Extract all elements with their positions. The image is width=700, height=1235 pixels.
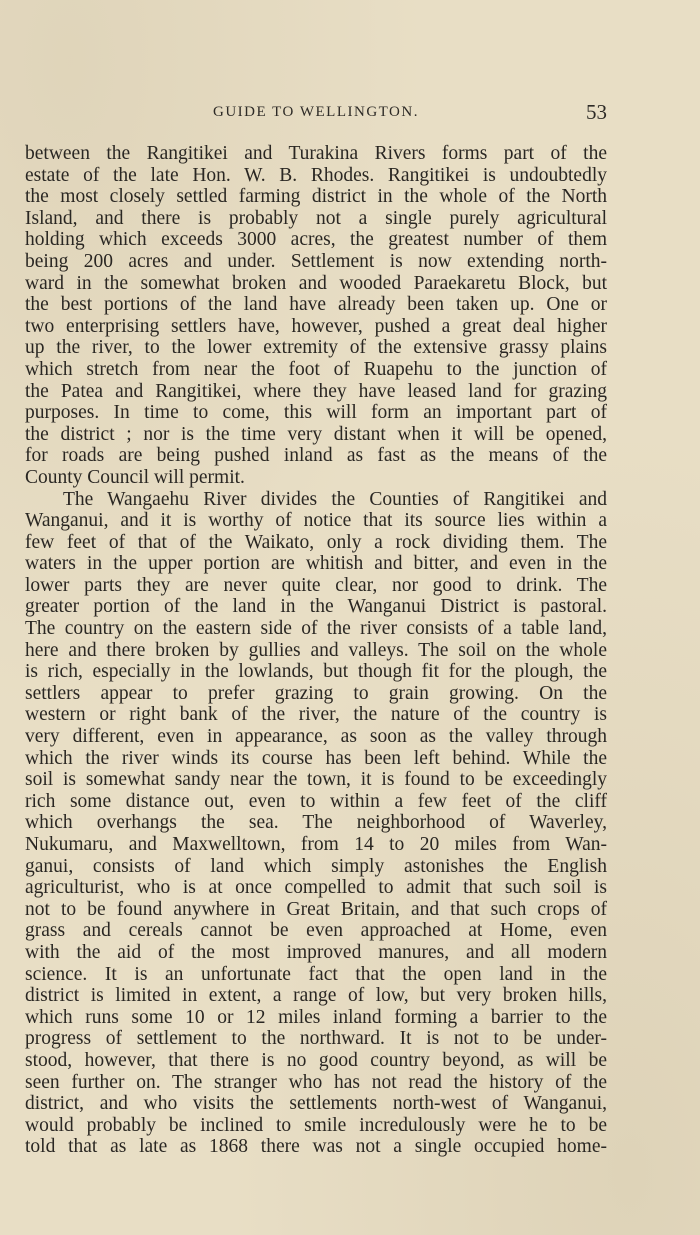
text-line: estate of the late Hon. W. B. Rhodes. Rangitikei is undoubtedly xyxy=(25,164,607,186)
text-line: which the river winds its course has been left behind. While the xyxy=(25,747,607,769)
text-line: not to be found anywhere in Great Britain, and that such crops of xyxy=(25,898,607,920)
text-line: which stretch from near the foot of Ruapehu to the junction of xyxy=(25,358,607,380)
paragraph xyxy=(25,143,607,489)
text-line: purposes. In time to come, this will form an important part of xyxy=(25,402,607,424)
text-line: told that as late as 1868 there was not a single occupied home- xyxy=(25,1136,607,1158)
text-line: being 200 acres and under. Settlement is now extending north- xyxy=(25,250,607,272)
text-line: ward in the somewhat broken and wooded Paraekaretu Block, but xyxy=(25,272,607,294)
running-title: GUIDE TO WELLINGTON. xyxy=(213,104,419,120)
text-line: grass and cereals cannot be even approached at Home, even xyxy=(25,920,607,942)
text-line: two enterprising settlers have, however, pushed a great deal higher xyxy=(25,315,607,337)
text-line: district is limited in extent, a range of low, but very broken hills, xyxy=(25,985,607,1007)
text-line: lower parts they are never quite clear, nor good to drink. The xyxy=(25,574,607,596)
text-line: holding which exceeds 3000 acres, the greatest number of them xyxy=(25,229,607,251)
text-line: the Patea and Rangitikei, where they have leased land for grazing xyxy=(25,380,607,402)
text-line: which overhangs the sea. The neighborhood of Waverley, xyxy=(25,812,607,834)
text-line: The country on the eastern side of the river consists of a table land, xyxy=(25,618,607,640)
text-line: agriculturist, who is at once compelled to admit that such soil is xyxy=(25,877,607,899)
text-line: waters in the upper portion are whitish and bitter, and even in the xyxy=(25,553,607,575)
text-line: with the aid of the most improved manures, and all modern xyxy=(25,941,607,963)
text-line: ganui, consists of land which simply astonishes the English xyxy=(25,855,607,877)
text-line: science. It is an unfortunate fact that the open land in the xyxy=(25,963,607,985)
text-line: for roads are being pushed inland as fast as the means of the xyxy=(25,445,607,467)
text-line: district, and who visits the settlements north-west of Wanganui, xyxy=(25,1093,607,1115)
text-line: here and there broken by gullies and valleys. The soil on the whole xyxy=(25,639,607,661)
text-line: County Council will permit. xyxy=(25,466,245,488)
text-line: greater portion of the land in the Wanganui District is pastoral. xyxy=(25,596,607,618)
running-head xyxy=(25,100,607,128)
paragraph xyxy=(25,489,607,1158)
text-line: Nukumaru, and Maxwelltown, from 14 to 20 miles from Wan- xyxy=(25,834,607,855)
text-line: western or right bank of the river, the nature of the country is xyxy=(25,704,607,726)
text-line: which runs some 10 or 12 miles inland forming a barrier to the xyxy=(25,1006,607,1028)
text-line: the most closely settled farming district in the whole of the North xyxy=(25,186,607,208)
text-line: very different, even in appearance, as soon as the valley through xyxy=(25,726,607,748)
text-line: Island, and there is probably not a single purely agricultural xyxy=(25,207,607,229)
text-line: settlers appear to prefer grazing to grain growing. On the xyxy=(25,682,607,704)
text-line: few feet of that of the Waikato, only a rock dividing them. The xyxy=(25,531,607,553)
text-line: seen further on. The stranger who has not read the history of the xyxy=(25,1071,607,1093)
text-line: Wanganui, and it is worthy of notice that its source lies within a xyxy=(25,510,607,532)
text-line: stood, however, that there is no good country beyond, as will be xyxy=(25,1049,607,1071)
text-line: up the river, to the lower extremity of the extensive grassy plains xyxy=(25,337,607,359)
text-line: would probably be inclined to smile incredulously were he to be xyxy=(25,1114,607,1136)
body-text xyxy=(25,143,607,1158)
text-line: is rich, especially in the lowlands, but though fit for the plough, the xyxy=(25,661,607,683)
text-line: the best portions of the land have already been taken up. One or xyxy=(25,294,607,316)
text-line: soil is somewhat sandy near the town, it is found to be exceedingly xyxy=(25,769,607,791)
text-line: between the Rangitikei and Turakina Rivers forms part of the xyxy=(25,143,607,164)
text-line: progress of settlement to the northward. It is not to be under- xyxy=(25,1028,607,1050)
text-line: the district ; nor is the time very distant when it will be opened, xyxy=(25,423,607,445)
text-line: The Wangaehu River divides the Counties of Rangitikei and xyxy=(63,488,607,510)
page-number: 53 xyxy=(586,100,607,124)
text-line: rich some distance out, even to within a few feet of the cliff xyxy=(25,790,607,812)
